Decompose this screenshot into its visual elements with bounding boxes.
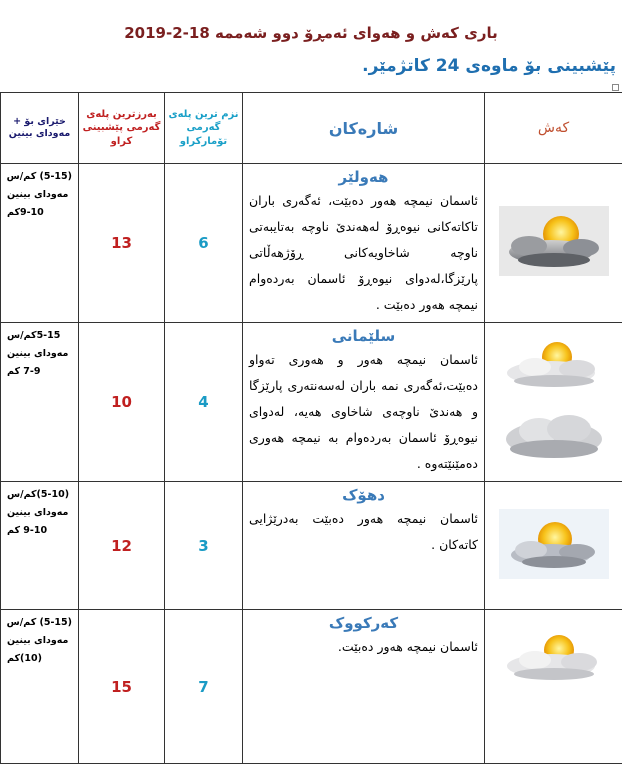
city-name: سلێمانی (249, 327, 478, 345)
wind-visibility-cell: (5-15) کم/س مەودای بینین (10)کم (1, 610, 79, 764)
city-description-cell (243, 323, 485, 482)
high-temp-value: 12 (79, 482, 165, 610)
city-forecast-text: ئاسمان نیمچە هەور دەبێت. (249, 634, 478, 660)
weather-image-cell (485, 610, 622, 764)
header-wind: خێرای بۆ + مەودای بینین (1, 93, 79, 164)
table-handle-icon (612, 84, 619, 91)
table-row (1, 164, 622, 323)
low-temp-value: 3 (165, 482, 243, 610)
forecast-table (0, 92, 622, 764)
forecast-subtitle: پێشبینی بۆ ماوەی 24 کاتژمێر. (362, 56, 616, 76)
city-name: کەرکووک (249, 614, 478, 632)
wind-visibility-cell: 5-15کم/س مەودای بینین 7-9 کم (1, 323, 79, 482)
table-row (1, 610, 622, 764)
low-temp-value: 4 (165, 323, 243, 482)
wind-visibility-cell: (5-10)کم/س مەودای بینین 9-10 کم (1, 482, 79, 610)
low-temp-value: 6 (165, 164, 243, 323)
city-name: دهۆک (249, 486, 478, 504)
low-temp-value: 7 (165, 610, 243, 764)
partly-cloudy-icon (499, 626, 609, 688)
wind-visibility-cell: (5-15) کم/س مەودای بینین 9-10کم (1, 164, 79, 323)
partly-cloudy-icon (499, 206, 609, 276)
page-title: باری کەش و هەوای ئەمڕۆ دوو شەممە 18-2-2019 (0, 24, 622, 42)
city-description-cell (243, 482, 485, 610)
high-temp-value: 13 (79, 164, 165, 323)
weather-image-cell (485, 323, 622, 482)
table-header-row (1, 93, 622, 164)
table-row (1, 323, 622, 482)
city-forecast-text: ئاسمان نیمچە هەور دەبێت، ئەگەری باران تاکاتەکانی نیوەڕۆ لەهەندێ ناوچە بەتایبەتی ناوچە شاخاویەکانی ڕۆژهەڵاتی پارێزگا،لەدوای نیوەڕۆ ئاسمان بەردەوام نیمچە هەور دەبێت . (249, 188, 478, 318)
header-low-temp: نزم ترین پلەی گەرمی تۆمارکراو (165, 93, 243, 164)
cloudy-icon (499, 405, 609, 467)
weather-image-cell (485, 482, 622, 610)
table-row (1, 482, 622, 610)
city-forecast-text: ئاسمان نیمچە هەور دەبێت بەدرێژایی کاتەکان . (249, 506, 478, 558)
header-weather: کەش (485, 93, 622, 164)
high-temp-value: 10 (79, 323, 165, 482)
high-temp-value: 15 (79, 610, 165, 764)
header-high-temp: بەرزترین پلەی گەرمی پێشبینی کراو (79, 93, 165, 164)
city-description-cell (243, 610, 485, 764)
partly-cloudy-icon (499, 509, 609, 579)
header-cities: شارەکان (243, 93, 485, 164)
city-description-cell (243, 164, 485, 323)
partly-cloudy-icon (499, 333, 609, 395)
city-name: هەولێر (249, 168, 478, 186)
weather-image-cell (485, 164, 622, 323)
city-forecast-text: ئاسمان نیمچە هەور و هەوری تەواو دەبێت،ئەگەری نمە باران لەسەنتەری پارێزگا و هەندێ ناوچەی شاخاوی هەیە، لەدوای نیوەڕۆ ئاسمان بەردەوام بە نیمچە هەوری دەمێنێتەوە . (249, 347, 478, 477)
